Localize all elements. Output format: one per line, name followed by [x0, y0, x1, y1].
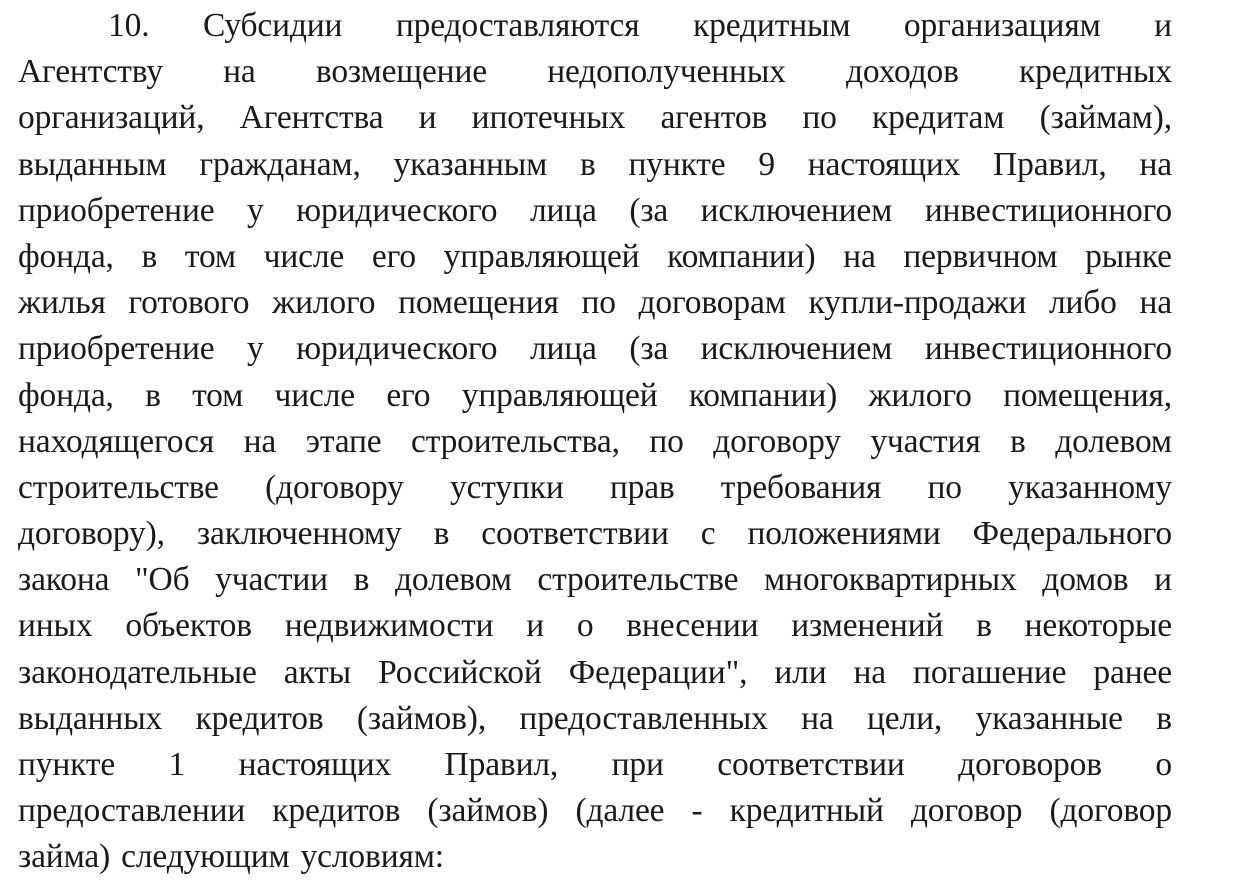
text-line — [18, 511, 1172, 557]
word: многоквартирных — [764, 561, 1017, 599]
word: долевом — [1055, 422, 1172, 460]
text-line — [18, 557, 1172, 603]
word: участии — [215, 561, 328, 599]
word: управляющей — [461, 376, 658, 414]
word: (договор — [1049, 792, 1172, 830]
word: настоящих — [238, 746, 392, 783]
word: участия — [870, 422, 981, 460]
word: лица — [529, 191, 597, 229]
text-line — [18, 603, 1172, 649]
word: акты — [283, 653, 352, 691]
word: в — [976, 607, 992, 645]
text-line — [18, 788, 1172, 834]
word: помещения, — [1003, 376, 1172, 414]
word: ипотечных — [471, 99, 626, 137]
word: организациям — [903, 7, 1101, 44]
word: условиям: — [300, 838, 444, 876]
word: приобретение — [18, 191, 215, 229]
text-line — [18, 280, 1172, 326]
word: на — [843, 237, 876, 275]
word: кредитным — [693, 7, 851, 44]
word: законодательные — [18, 653, 257, 691]
word: соответствии — [481, 515, 669, 553]
word: в — [141, 237, 158, 275]
text-line — [18, 696, 1172, 742]
word: кредитов — [272, 792, 401, 830]
word: его — [371, 237, 416, 275]
paragraph-10 — [18, 3, 1172, 881]
word: Правил, — [444, 746, 559, 783]
text-line — [18, 742, 1172, 788]
word: договору), — [18, 515, 165, 553]
word: выданных — [18, 699, 163, 737]
word: на — [1139, 145, 1172, 183]
word: числе — [274, 376, 355, 414]
word: первичном — [903, 237, 1058, 275]
word: кредитный — [729, 792, 884, 830]
word: и — [1154, 561, 1172, 599]
word: договорам — [638, 284, 786, 322]
word: гражданам, — [199, 145, 361, 183]
word: по — [581, 284, 616, 322]
text-line — [18, 419, 1172, 465]
word: (займов) — [427, 792, 549, 830]
word: соответствии — [717, 746, 905, 783]
text-line — [18, 834, 1172, 880]
word: Федерации", — [568, 653, 748, 691]
word: строительства, — [410, 422, 620, 460]
word: пункте — [18, 746, 116, 783]
word: Правил, — [993, 145, 1107, 183]
word: управляющей — [443, 237, 640, 275]
word: компании) — [688, 376, 838, 414]
word: уступки — [449, 468, 564, 506]
word: доходов — [846, 53, 959, 91]
word: агентов — [660, 99, 768, 137]
word: юридического — [296, 191, 498, 229]
word: помещения — [398, 284, 559, 322]
word: приобретение — [18, 330, 215, 368]
word: выданным — [18, 145, 167, 183]
word: исключением — [700, 191, 893, 229]
word: предоставленных — [519, 699, 768, 737]
word: в — [580, 145, 596, 183]
word: на — [1139, 284, 1172, 322]
word: домов — [1042, 561, 1129, 599]
word: жилого — [272, 284, 376, 322]
text-line — [18, 3, 1172, 49]
text-line — [18, 188, 1172, 234]
word: у — [246, 330, 264, 368]
word: (займам), — [1039, 99, 1172, 137]
word: следующим — [121, 838, 290, 876]
word: юридического — [296, 330, 498, 368]
word: в — [433, 515, 450, 553]
word: предоставляются — [395, 7, 640, 44]
word: строительстве — [18, 468, 219, 506]
word: о — [1155, 746, 1172, 783]
word: том — [192, 376, 244, 414]
word: (договору — [265, 468, 404, 506]
word: положениями — [747, 515, 941, 553]
text-line — [18, 326, 1172, 372]
word: (за — [629, 330, 669, 368]
word: объектов — [125, 607, 252, 645]
word: 10. — [108, 7, 150, 44]
word: фонда, — [18, 376, 114, 414]
text-line — [18, 373, 1172, 419]
text-line — [18, 142, 1172, 188]
word: жилого — [868, 376, 972, 414]
word: исключением — [700, 330, 893, 368]
word: 9 — [758, 145, 775, 183]
word: либо — [1048, 284, 1117, 322]
word: недвижимости — [284, 607, 494, 645]
word: договоров — [958, 746, 1102, 783]
word: этапе — [305, 422, 382, 460]
word: (за — [629, 191, 669, 229]
word: строительстве — [537, 561, 739, 599]
word: предоставлении — [18, 792, 246, 830]
word: Федерального — [972, 515, 1172, 553]
word: на — [243, 422, 277, 460]
word: при — [611, 746, 664, 783]
word: о — [576, 607, 594, 645]
word: указанные — [975, 699, 1123, 737]
word: по — [649, 422, 684, 460]
word: на — [853, 653, 887, 691]
word: внесении — [626, 607, 759, 645]
word: закона — [18, 561, 110, 599]
word: в — [1010, 422, 1026, 460]
word: у — [246, 191, 264, 229]
word: ранее — [1093, 653, 1172, 691]
word: требования — [720, 468, 882, 506]
word: кредитных — [1019, 53, 1172, 91]
word: рынке — [1085, 237, 1172, 275]
word: займа) — [18, 838, 111, 876]
text-line — [18, 49, 1172, 95]
word: изменений — [791, 607, 944, 645]
word: - — [691, 792, 703, 830]
word: пункте — [628, 145, 726, 183]
word: на — [223, 53, 256, 91]
word: готового — [128, 284, 250, 322]
word: погашение — [913, 653, 1067, 691]
word: (займов), — [356, 699, 487, 737]
word: жилья — [18, 284, 106, 322]
word: по — [802, 99, 837, 137]
word: лица — [529, 330, 597, 368]
word: возмещение — [315, 53, 487, 91]
word: настоящих — [807, 145, 961, 183]
word: Агентству — [18, 53, 163, 91]
word: организаций, — [18, 99, 205, 137]
word: 1 — [168, 746, 186, 783]
word: в — [1156, 699, 1172, 737]
word: "Об — [135, 561, 190, 599]
word: Российской — [378, 653, 542, 691]
word: купли-продажи — [808, 284, 1027, 322]
text-line — [18, 650, 1172, 696]
word: Субсидии — [202, 7, 343, 44]
word: в — [353, 561, 370, 599]
word: Агентства — [239, 99, 384, 137]
word: или — [774, 653, 827, 691]
word: находящегося — [18, 422, 215, 460]
word: некоторые — [1024, 607, 1172, 645]
word: том — [184, 237, 236, 275]
word: компании) — [667, 237, 816, 275]
word: указанным — [393, 145, 548, 183]
word: с — [700, 515, 716, 553]
text-line — [18, 465, 1172, 511]
word: договору — [713, 422, 841, 460]
word: заключенному — [196, 515, 402, 553]
word: кредитам — [871, 99, 1005, 137]
word: инвестиционного — [924, 330, 1172, 368]
text-line — [18, 95, 1172, 141]
word: по — [927, 468, 962, 506]
text-line — [18, 234, 1172, 280]
word: в — [145, 376, 161, 414]
word: на — [801, 699, 834, 737]
word: договор — [910, 792, 1023, 830]
word: долевом — [394, 561, 512, 599]
word: прав — [609, 468, 675, 506]
word: и — [526, 607, 544, 645]
word: и — [1154, 7, 1172, 44]
word: фонда, — [18, 237, 114, 275]
word: указанному — [1008, 468, 1172, 506]
word: (далее — [575, 792, 665, 830]
word: кредитов — [195, 699, 324, 737]
word: инвестиционного — [924, 191, 1172, 229]
word: и — [418, 99, 437, 137]
word: недополученных — [547, 53, 786, 91]
word: его — [386, 376, 431, 414]
word: числе — [263, 237, 345, 275]
word: цели, — [867, 699, 943, 737]
word: иных — [18, 607, 93, 645]
